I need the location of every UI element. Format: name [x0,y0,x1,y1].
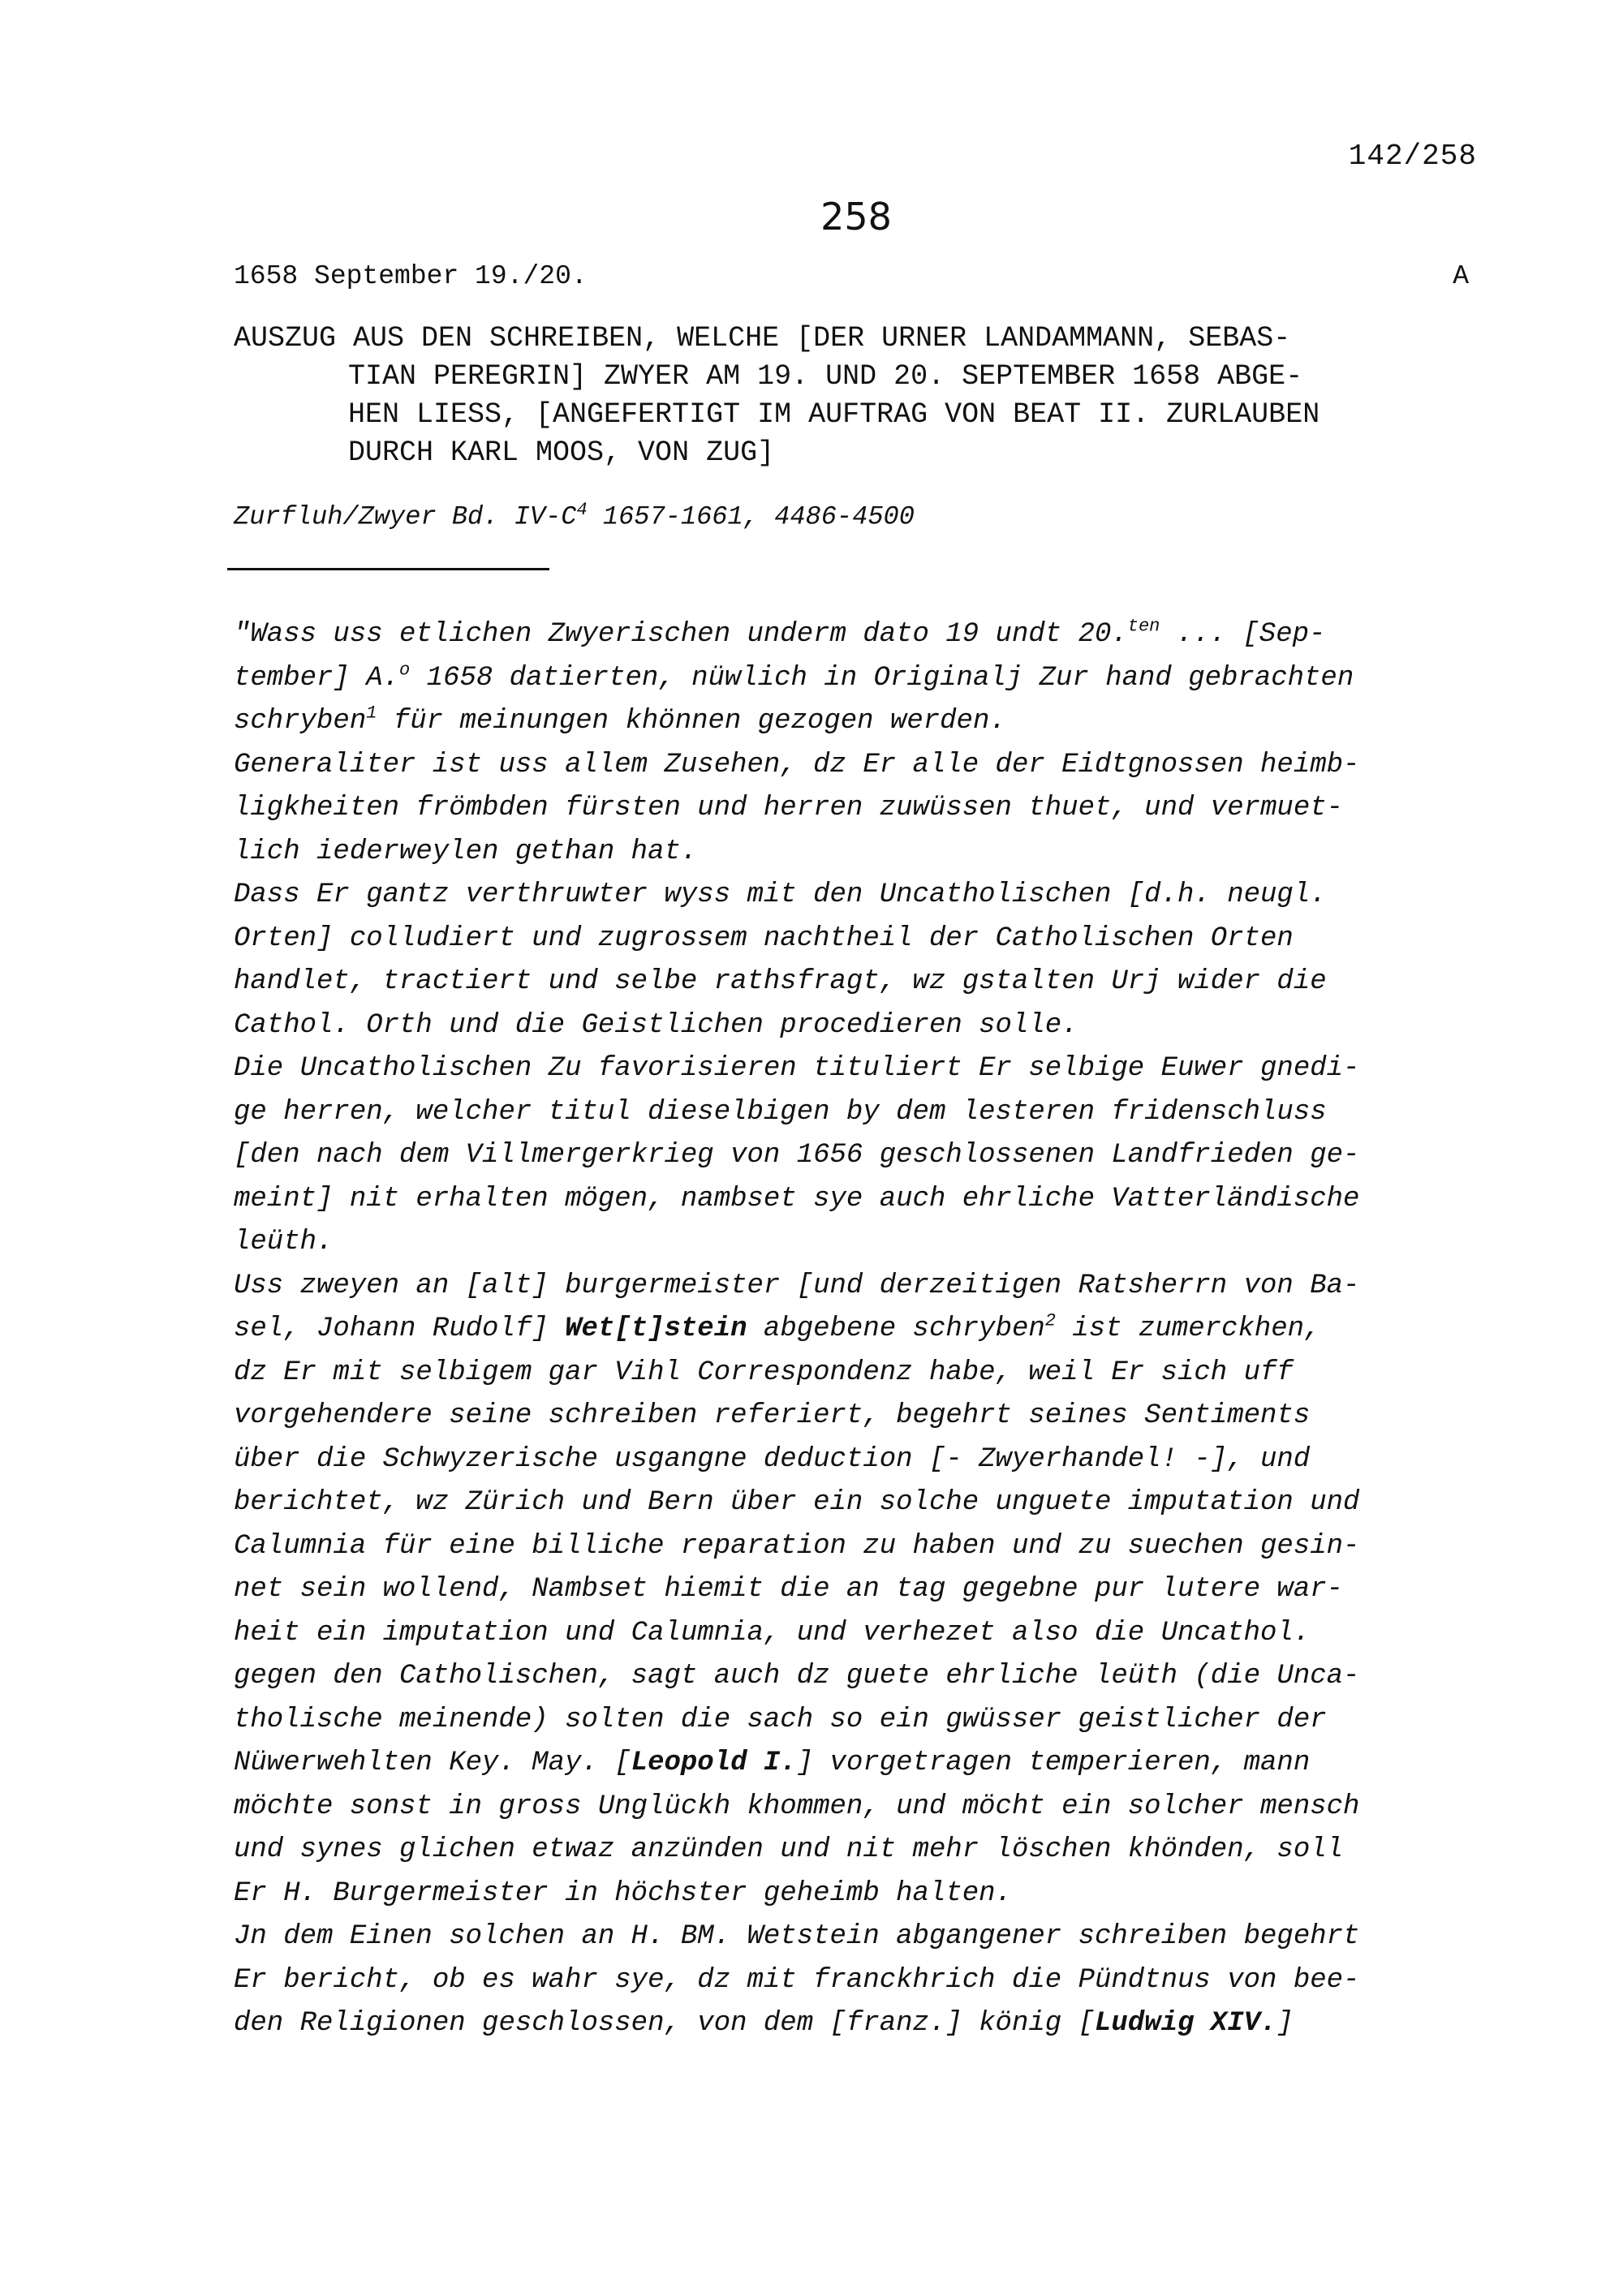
body-line: und synes glichen etwaz anzünden und nit mehr löschen khönden, soll [234,1834,1344,1865]
separator-rule [227,568,549,570]
heading-line: HEN LIESS, [ANGEFERTIGT IM AUFTRAG VON BEAT II. ZURLAUBEN [348,398,1320,431]
body-line [234,2002,1500,2046]
body-text-segment: ... [Sep- [1160,619,1326,650]
body-line: Orten] colludiert und zugrossem nachtheil der Catholischen Orten [234,922,1294,954]
body-line: dz Er mit selbigem gar Vihl Correspondenz habe, weil Er sich uff [234,1357,1294,1388]
body-text-segment: ] vorgetragen temperieren, mann [796,1748,1311,1778]
body-text-segment: den Religionen geschlossen, von dem [franz.] könig [ [234,2008,1095,2039]
body-line [234,613,1500,657]
body-line: ligkheiten frömbden fürsten und herren zuwüssen thuet, und vermuet- [234,793,1344,823]
version-letter: A [1453,261,1469,291]
person-name-bold: Wet[t]stein [565,1314,747,1344]
document-date: 1658 September 19./20. [234,261,588,291]
heading-line: AUSZUG AUS DEN SCHREIBEN, WELCHE [DER URNER LANDAMMANN, SEBAS- [234,322,1291,355]
source-superscript: 4 [576,500,588,520]
body-line: tholische meinende) solten die sach so ein gwüsser geistlicher der [234,1704,1327,1735]
body-line [234,657,1500,701]
heading-line: DURCH KARL MOOS, VON ZUG] [348,436,775,469]
body-line: über die Schwyzerische usgangne deduction [- Zwyerhandel! -], und [234,1443,1311,1475]
body-line: Die Uncatholischen Zu favorisieren tituliert Er selbige Euwer gnedi- [234,1053,1360,1084]
body-line: gegen den Catholischen, sagt auch dz guete ehrliche leüth (die Unca- [234,1661,1360,1692]
body-line: vorgehendere seine schreiben referiert, begehrt seines Sentiments [234,1400,1311,1431]
body-text-segment: abgebene schryben [747,1314,1045,1344]
body-line [234,1742,1500,1786]
body-line: meint] nit erhalten mögen, nambset sye auch ehrliche Vatterländische [234,1183,1360,1215]
date-line [234,261,1469,291]
body-line: net sein wollend, Nambset hiemit die an tag gegebne pur lutere war- [234,1574,1344,1605]
body-line: leüth. [234,1227,334,1258]
body-line: lich iederweylen gethan hat. [234,836,698,867]
body-text-segment: tember] A. [234,662,400,694]
body-text-segment: Nüwerwehlten Key. May. [ [234,1748,631,1778]
body-line [234,700,1500,744]
body-line: Jn dem Einen solchen an H. BM. Wetstein abgangener schreiben begehrt [234,1921,1360,1952]
body-text-segment: 1658 datierten, nüwlich in Originalj Zur hand gebrachten [410,662,1354,694]
body-line: ge herren, welcher titul dieselbigen by dem lesteren fridenschluss [234,1096,1327,1128]
page-counter: 142/258 [1348,140,1477,173]
superscript: ten [1127,616,1160,637]
source-reference [234,500,915,532]
source-prefix: Zurfluh/Zwyer Bd. IV-C [234,501,577,532]
body-line: handlet, tractiert und selbe rathsfragt, wz gstalten Urj wider die [234,966,1327,997]
body-text-segment: ist zumerckhen, [1055,1314,1321,1344]
body-line: Dass Er gantz verthruwter wyss mit den Uncatholischen [d.h. neugl. [234,879,1327,910]
body-text-segment: für meinungen khönnen gezogen werden. [377,706,1006,737]
superscript: o [399,660,411,681]
body-line: Generaliter ist uss allem Zusehen, dz Er alle der Eidtgnossen heimb- [234,749,1360,780]
body-text-segment: ] [1276,2008,1294,2039]
body-text-segment: schryben [234,706,367,737]
body-line: [den nach dem Villmergerkrieg von 1656 geschlossenen Landfrieden ge- [234,1140,1360,1171]
body-line: Cathol. Orth und die Geistlichen procedieren solle. [234,1009,1078,1041]
document-body [234,613,1500,2046]
person-name-bold: Ludwig XIV. [1094,2008,1277,2039]
body-line: Uss zweyen an [alt] burgermeister [und derzeitigen Ratsherrn von Ba- [234,1270,1360,1301]
footnote-marker: 2 [1044,1310,1056,1331]
body-line: berichtet, wz Zürich und Bern über ein solche unguete imputation und [234,1487,1360,1518]
body-line: Calumnia für eine billiche reparation zu haben und zu suechen gesin- [234,1530,1360,1562]
body-line: Er bericht, ob es wahr sye, dz mit franckhrich die Pündtnus von bee- [234,1964,1360,1996]
body-line: Er H. Burgermeister in höchster geheimb halten. [234,1877,1012,1909]
document-number: 258 [820,195,892,239]
footnote-marker: 1 [366,703,377,724]
body-line: heit ein imputation und Calumnia, und verhezet also die Uncathol. [234,1617,1311,1649]
heading-line: TIAN PEREGRIN] ZWYER AM 19. UND 20. SEPTEMBER 1658 ABGE- [348,360,1303,393]
body-line: möchte sonst in gross Unglückh khommen, und möcht ein solcher mensch [234,1791,1360,1822]
body-text-segment: "Wass uss etlichen Zwyerischen underm dato 19 undt 20. [234,619,1128,650]
document-heading [234,320,1483,472]
body-line [234,1308,1500,1352]
body-text-segment: sel, Johann Rudolf] [234,1314,566,1344]
source-suffix: 1657-1661, 4486-4500 [587,501,915,532]
person-name-bold: Leopold I. [631,1748,797,1778]
